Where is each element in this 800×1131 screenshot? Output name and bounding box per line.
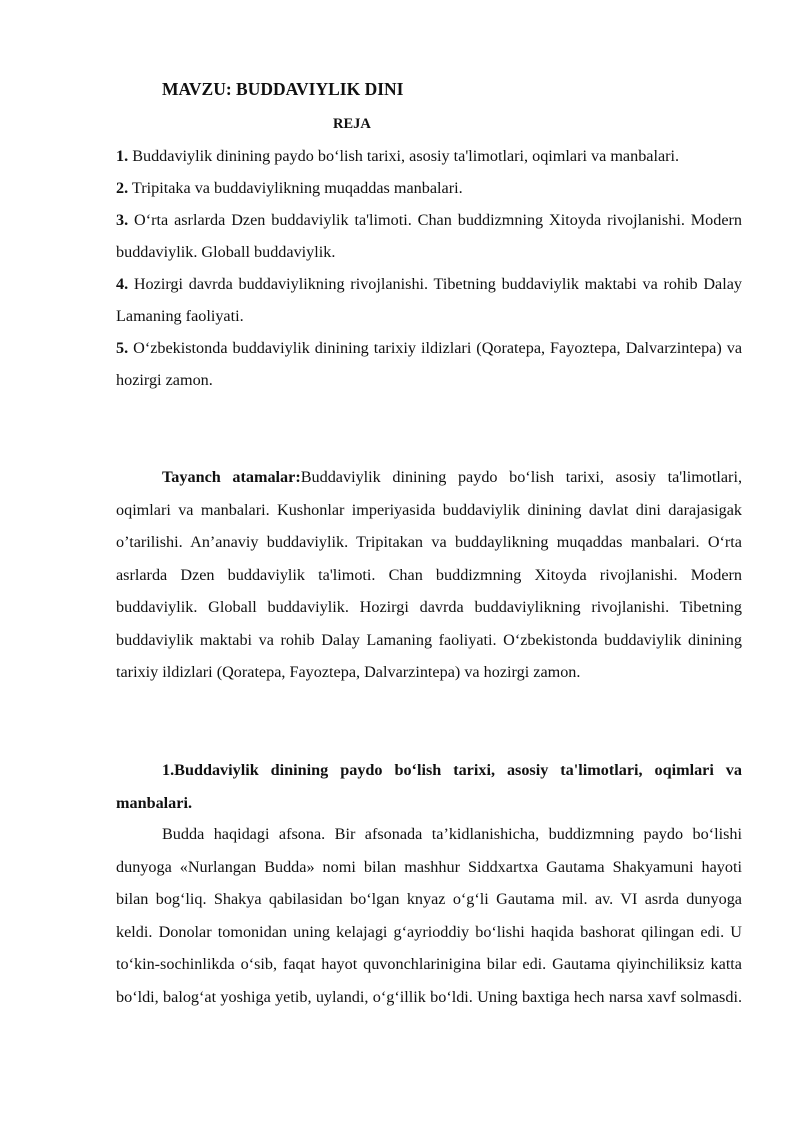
plan-item <box>116 332 742 396</box>
key-terms-paragraph <box>116 461 742 689</box>
plan-item-number: 4. <box>116 275 129 293</box>
plan-item-number: 5. <box>116 339 129 357</box>
plan-item-text: O‘rta asrlarda Dzen buddaviylik ta'limoti. Chan buddizmning Xitoyda rivojlanishi. Modern buddaviylik. Globall buddaviylik. <box>116 211 743 261</box>
plan-list <box>116 140 742 396</box>
plan-item <box>116 268 742 332</box>
plan-item <box>116 204 742 268</box>
body-paragraph: Budda haqidagi afsona. Bir afsonada ta’kidlanishicha, buddizmning paydo bo‘lishi dunyoga «Nurlangan Budda» nomi bilan mashhur Siddxartxa Gautama Shakyamuni hayoti bilan bog‘liq. Shakya qabilasidan bo‘lgan knyaz o‘g‘li Gautama mil. av. VI asrda dunyoga keldi. Donolar tomonidan uning kelajagi g‘ayrioddiy bo‘lishi haqida bashorat qilingan edi. U to‘kin-sochinlikda o‘sib, faqat hayot quvonchlarinigina bilar edi. Gautama qiyinchiliksiz katta bo‘ldi, balog‘at yoshiga yetib, uylandi, o‘g‘illik bo‘ldi. Uning baxtiga hech narsa xavf solmasdi. <box>116 825 742 1006</box>
key-terms-label: Tayanch atamalar: <box>162 468 301 486</box>
plan-item-text: Buddaviylik dinining paydo bo‘lish tarixi, asosiy ta'limotlari, oqimlari va manbalari. <box>132 147 680 165</box>
plan-item-number: 3. <box>116 211 129 229</box>
key-terms-text: Buddaviylik dinining paydo bo‘lish tarixi, asosiy ta'limotlari, oqimlari va manbalari. Kushonlar imperiyasida buddaviylik dinining davlat dini darajasigak o’tarilishi. An’anaviy buddaviylik. Tripitakan va buddaylikning muqaddas manbalari. O‘rta asrlarda Dzen buddaviylik ta'limoti. Chan buddizmning Xitoyda rivojlanishi. Modern buddaviylik. Globall buddaviylik. Hozirgi davrda buddaviylikning rivojlanishi. Tibetning buddaviylik maktabi va rohib Dalay Lamaning faoliyati. O‘zbekistonda buddaviylik dinining tarixiy ildizlari (Qoratepa, Fayoztepa, Dalvarzintepa) va hozirgi zamon. <box>116 468 742 681</box>
plan-item-number: 1. <box>116 147 129 165</box>
plan-item-text: O‘zbekistonda buddaviylik dinining tarixiy ildizlari (Qoratepa, Fayoztepa, Dalvarzintepa) va hozirgi zamon. <box>116 339 743 389</box>
section-heading: 1.Buddaviylik dinining paydo bo‘lish tarixi, asosiy ta'limotlari, oqimlari va manbalari. <box>116 761 742 812</box>
plan-heading: REJA <box>333 116 371 132</box>
plan-item <box>116 172 742 204</box>
page-title: MAVZU: BUDDAVIYLIK DINI <box>162 79 404 99</box>
plan-item <box>116 140 742 172</box>
plan-item-number: 2. <box>116 179 129 197</box>
plan-item-text: Hozirgi davrda buddaviylikning rivojlanishi. Tibetning buddaviylik maktabi va rohib Dalay Lamaning faoliyati. <box>116 275 743 325</box>
plan-item-text: Tripitaka va buddaviylikning muqaddas manbalari. <box>131 179 463 197</box>
